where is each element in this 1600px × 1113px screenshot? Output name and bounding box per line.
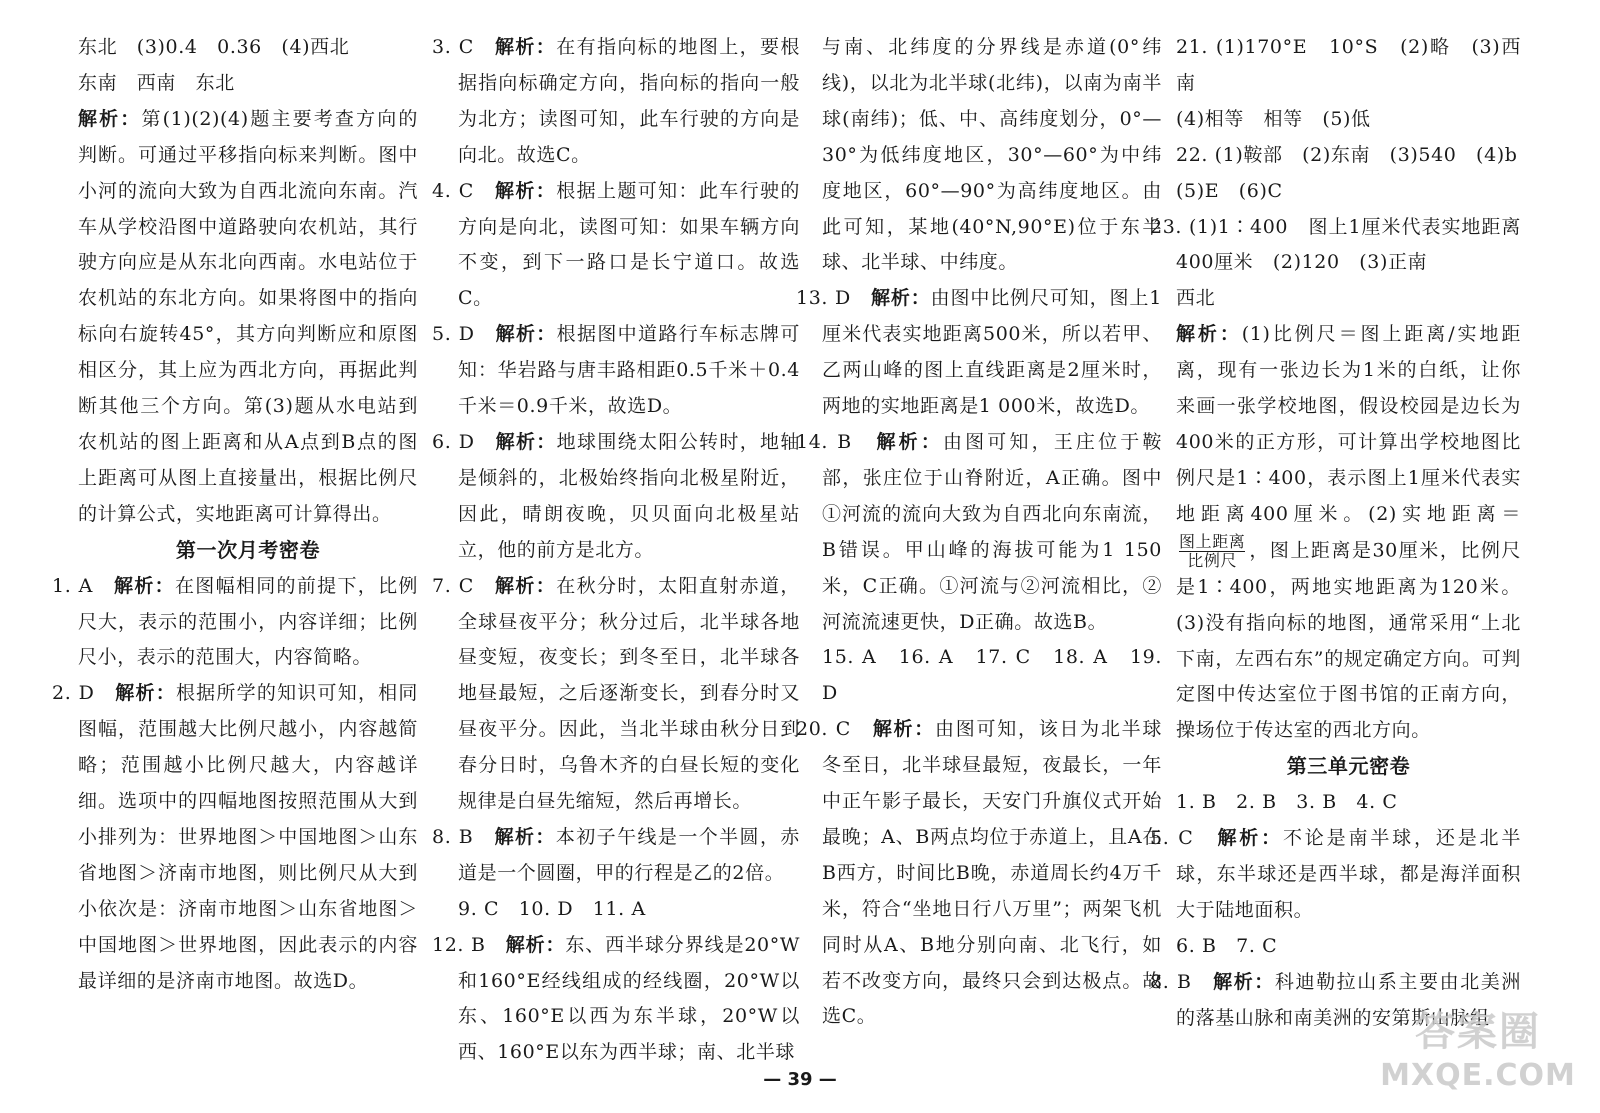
explanation-label: 解析： <box>495 36 557 58</box>
question-4 <box>432 174 800 318</box>
explanation-label: 解析： <box>505 933 566 956</box>
answer-key: 20. C <box>796 718 873 741</box>
explanation-label: 解析： <box>114 574 175 597</box>
section-title: 第三单元密卷 <box>1286 754 1411 779</box>
answer-line: 1. B 2. B 3. B 4. C <box>1176 791 1398 814</box>
explanation-label: 解析： <box>1213 970 1275 993</box>
explanation-text: 根据所学的知识可知，相同图幅，范围越大比例尺越小，内容越简略；范围越小比例尺越大，内容越详细。选项中的四幅地图按照范围从大到小排列为：世界地图＞中国地图＞山东省地图＞济南市地图，则比例尺从大到小依次是：济南市地图＞山东省地图＞中国地图＞世界地图，因此表示的内容最详细的是济南市地图。故选D。 <box>78 682 418 992</box>
answer-line: 东北 (3)0.4 0.36 (4)西北 <box>78 36 350 58</box>
answer-key: 3. C <box>432 36 496 58</box>
answer-key: 2. D <box>52 682 116 705</box>
question-5 <box>432 317 800 425</box>
question-13 <box>796 281 1162 425</box>
answer-key: 6. D <box>432 430 496 453</box>
explanation-text: 在秋分时，太阳直射赤道，全球昼夜平分；秋分过后，北半球各地昼变短，夜变长；到冬至日，北半球各地昼最短，之后逐渐变长，到春分时又昼夜平分。因此，当北半球由秋分日到春分日时，乌鲁木齐的白昼长短的变化规律是白昼先缩短，然后再增长。 <box>458 574 800 813</box>
answer-line: 6. B 7. C <box>1176 934 1278 957</box>
question-2 <box>52 676 418 999</box>
explanation-label: 解析： <box>872 718 936 741</box>
explanation-label: 解析： <box>495 179 557 202</box>
question-6 <box>432 425 800 569</box>
explanation-text: 根据上题可知：此车行驶的方向是向北，读图可知：如果车辆方向不变，到下一路口是长宁道口。故选C。 <box>458 179 800 310</box>
explanation-text: 在图幅相同的前提下，比例尺大，表示的范围小，内容详细；比例尺小，表示的范围大，内容简略。 <box>78 574 418 669</box>
answer-line: 21. (1)170°E 10°S (2)略 (3)西 南 <box>1176 36 1541 94</box>
answer-line: 西北 <box>1176 287 1216 310</box>
page-number: — 39 — <box>763 1069 837 1090</box>
answer-key: 14. B <box>796 430 877 453</box>
explanation-text: (1)比例尺＝图上距离/实地距离，现有一张边长为1米的白纸，让你来画一张学校地图，假设校园是边长为400米的正方形，可计算出学校地图比例尺是1∶400，表示图上1厘米代表实地距离400厘米。(2)实地距离＝ <box>1176 323 1521 525</box>
answer-key: 8. B <box>432 825 495 848</box>
explanation-text: 根据图中道路行车标志牌可知：华岩路与唐丰路相距0.5千米＋0.4千米＝0.9千米，故选D。 <box>458 323 800 418</box>
question-7 <box>432 569 800 820</box>
explanation-label: 解析： <box>495 574 557 597</box>
answer-line: (4)相等 相等 (5)低 <box>1176 107 1371 130</box>
answer-line: 23. (1)1∶400 图上1厘米代表实地距离400厘米 (2)120 (3)正南 <box>1150 215 1521 274</box>
answer-line: (5)E (6)C <box>1176 179 1283 202</box>
explanation-label: 解析： <box>876 430 943 453</box>
question-20 <box>796 712 1162 1035</box>
question-3 <box>432 30 800 174</box>
fraction-denominator: 比例尺 <box>1187 550 1238 570</box>
explanation-text: 科迪勒拉山系主要由北美洲的落基山脉和南美洲的安第斯山脉组 <box>1176 970 1521 1029</box>
answer-key: 12. B <box>432 933 506 956</box>
explanation-text: 由图可知，王庄位于鞍部，张庄位于山脊附近，A正确。图中①河流的流向大致为自西北向东南流，B错误。甲山峰的海拔可能为1 150米，C正确。①河流与②河流相比，②河流流速更快，D正确。故选B。 <box>822 430 1162 633</box>
answer-key: 4. C <box>432 179 496 202</box>
answer-key: 8. B <box>1150 970 1214 993</box>
answer-key: 5. D <box>432 323 496 346</box>
answer-line: 15. A 16. A 17. C 18. A 19. D <box>822 646 1162 705</box>
question-5 <box>1150 821 1521 929</box>
question-14 <box>796 425 1162 640</box>
question-8 <box>432 820 800 892</box>
answer-key: 1. A <box>52 574 115 597</box>
watermark-top: 答案圈 <box>1415 1009 1541 1055</box>
explanation <box>78 102 418 533</box>
explanation-text: 东、西半球分界线是20°W和160°E经线组成的经线圈，20°W以东、160°E以西为东半球，20°W以西、160°E以东为西半球；南、北半球 <box>458 933 800 1064</box>
question-1 <box>52 569 418 677</box>
explanation-text: 地球围绕太阳公转时，地轴是倾斜的，北极始终指向北极星附近，因此，晴朗夜晚，贝贝面向北极星站立，他的前方是北方。 <box>458 430 800 561</box>
question-12 <box>432 928 800 1072</box>
explanation-text: ，图上距离是30厘米，比例尺是1∶400，两地实地距离为120米。(3)没有指向标的地图，通常采用“上北下南，左西右东”的规定确定方向。可判定图中传达室位于图书馆的正南方向，操场位于传达室的西北方向。 <box>1176 539 1521 742</box>
explanation-label: 解析： <box>495 323 557 346</box>
explanation-label: 解析： <box>495 430 557 453</box>
watermark-url: MXQE.COM <box>1380 1058 1576 1093</box>
explanation-text: 由图中比例尺可知，图上1厘米代表实地距离500米，所以若甲、乙两山峰的图上直线距离是2厘米时，两地的实地距离是1 000米，故选D。 <box>822 287 1162 418</box>
column-1 <box>52 30 418 999</box>
explanation-text: 由图可知，该日为北半球冬至日，北半球昼最短，夜最长，一年中正午影子最长，天安门升旗仪式开始最晚；A、B两点均位于赤道上，且A在B西方，时间比B晚，赤道周长约4万千米，符合“坐地日行八万里”；两架飞机同时从A、B地分别向南、北飞行，如若不改变方向，最终只会到达极点。故选C。 <box>822 718 1162 1028</box>
explanation-label: 解析： <box>1217 827 1283 850</box>
explanation-text: 第(1)(2)(4)题主要考查方向的判断。可通过平移指向标来判断。图中小河的流向大致为自西北流向东南。汽车从学校沿图中道路驶向农机站，其行驶方向应是从东北向西南。水电站位于农机站的东北方向。如果将图中的指向标向右旋转45°，其方向判断应和原图相区分，其上应为西北方向，再据此判断其他三个方向。第(3)题从水电站到农机站的图上距离和从A点到B点的图上距离可从图上直接量出，根据比例尺的计算公式，实地距离可计算得出。 <box>78 107 418 525</box>
explanation-label: 解析： <box>1176 323 1242 346</box>
answer-key: 5. C <box>1150 827 1218 850</box>
explanation-label: 解析： <box>870 287 931 310</box>
explanation <box>1176 317 1521 749</box>
explanation-text: 不论是南半球，还是北半球，东半球还是西半球，都是海洋面积大于陆地面积。 <box>1176 827 1521 921</box>
watermark-logo <box>1368 1006 1588 1106</box>
column-2 <box>432 30 800 1071</box>
answer-line: 9. C 10. D 11. A <box>458 897 646 920</box>
explanation-text: 本初子午线是一个半圆，赤道是一个圆圈，甲的行程是乙的2倍。 <box>458 825 800 884</box>
answer-key: 7. C <box>432 574 496 597</box>
fraction <box>1179 533 1245 570</box>
section-title: 第一次月考密卷 <box>175 537 321 562</box>
explanation-text: 在有指向标的地图上，要根据指向标确定方向，指向标的指向一般为北方；读图可知，此车行驶的方向是向北。故选C。 <box>458 36 800 166</box>
answer-line: 东南 西南 东北 <box>78 71 235 94</box>
fraction-numerator: 图上距离 <box>1179 531 1246 551</box>
column-3 <box>796 30 1162 1035</box>
answer-line: 22. (1)鞍部 (2)东南 (3)540 (4)b <box>1176 143 1518 166</box>
explanation-continued: 与南、北纬度的分界线是赤道(0°纬线)，以北为北半球(北纬)，以南为南半球(南纬)；低、中、高纬度划分，0°—30°为低纬度地区，30°—60°为中纬度地区，60°—90°为高纬度地区。由此可知，某地(40°N,90°E)位于东半球、北半球、中纬度。 <box>822 36 1162 274</box>
explanation-label: 解析： <box>494 825 556 848</box>
answer-key: 13. D <box>796 287 871 310</box>
explanation-label: 解析： <box>78 107 142 130</box>
explanation-label: 解析： <box>115 682 176 705</box>
